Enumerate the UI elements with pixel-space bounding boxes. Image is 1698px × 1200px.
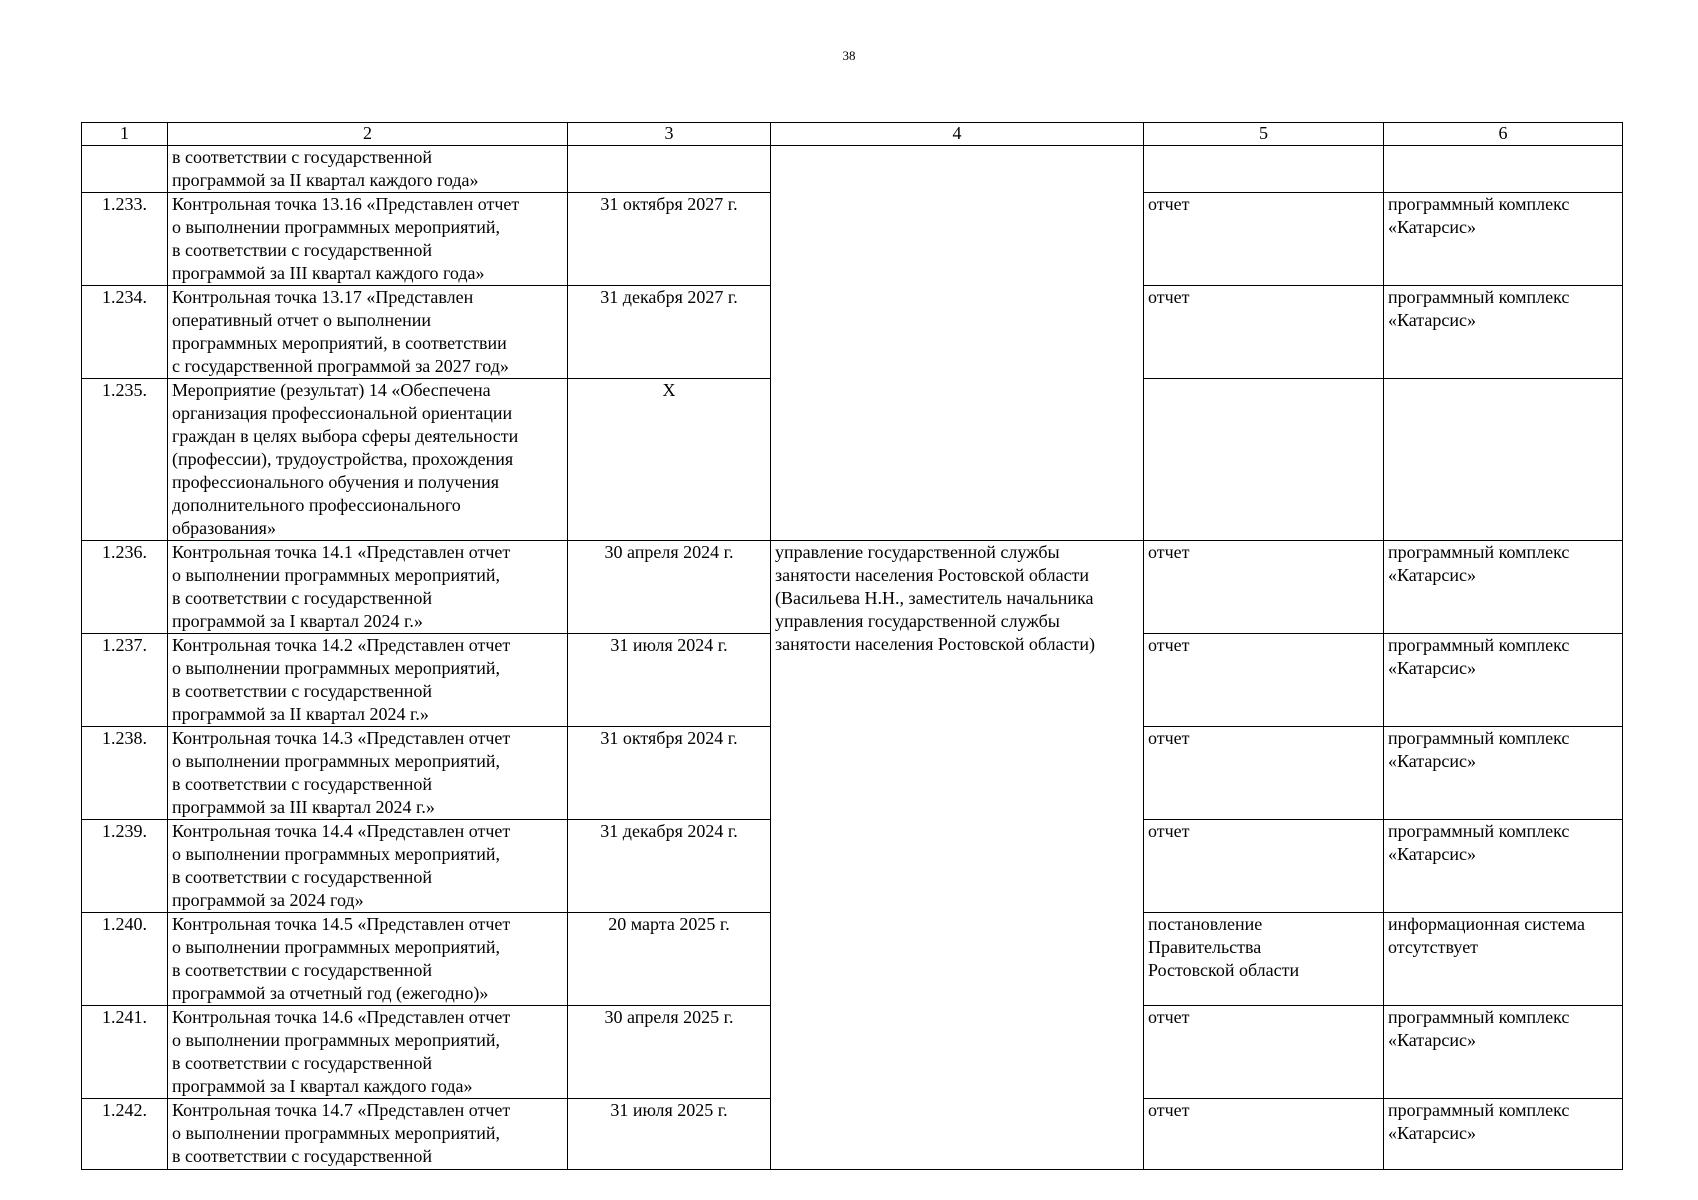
row-number [82,146,168,193]
row-information-system [1384,820,1623,913]
responsible-executor-cell [771,146,1144,541]
description-line: в соответствии с государственной [172,240,432,260]
description-line: программой за отчетный год (ежегодно)» [172,983,489,1003]
row-document-type [1144,727,1384,820]
row-information-system [1384,146,1623,193]
system-line: программный комплекс [1388,194,1570,214]
row-deadline: 31 октября 2024 г. [568,727,771,820]
system-line: «Катарсис» [1388,844,1476,864]
document-line: отчет [1148,728,1190,748]
document-line: отчет [1148,287,1190,307]
responsible-line: управления государственной службы [775,611,1060,631]
row-deadline: 31 июля 2024 г. [568,634,771,727]
description-line: Мероприятие (результат) 14 «Обеспечена [172,380,491,400]
row-document-type [1144,146,1384,193]
row-number: 1.239. [82,820,168,913]
page-number: 38 [842,48,856,63]
system-line: «Катарсис» [1388,658,1476,678]
row-description [168,913,568,1006]
description-line: оперативный отчет о выполнении [172,310,432,330]
description-line: программой за I квартал 2024 г.» [172,611,423,631]
system-line: «Катарсис» [1388,565,1476,585]
description-line: программой за III квартал 2024 г.» [172,797,435,817]
document-line: постановление [1148,914,1263,934]
description-line: Контрольная точка 14.2 «Представлен отчет [172,635,511,655]
description-line: в соответствии с государственной [172,960,432,980]
system-line: «Катарсис» [1388,1123,1476,1143]
row-information-system [1384,286,1623,379]
row-number: 1.240. [82,913,168,1006]
system-line: программный комплекс [1388,1100,1570,1120]
description-line: Контрольная точка 14.1 «Представлен отчет [172,542,511,562]
description-line: Контрольная точка 13.17 «Представлен [172,287,474,307]
description-line: программой за III квартал каждого года» [172,263,485,283]
system-line: программный комплекс [1388,635,1570,655]
responsible-executor-cell [771,541,1144,1170]
description-line: в соответствии с государственной [172,1053,432,1073]
description-line: в соответствии с государственной [172,1146,432,1166]
row-description [168,1099,568,1170]
row-information-system [1384,1099,1623,1170]
row-deadline: 20 марта 2025 г. [568,913,771,1006]
description-line: о выполнении программных мероприятий, [172,937,501,957]
row-number: 1.241. [82,1006,168,1099]
description-line: Контрольная точка 13.16 «Представлен отчет [172,194,520,214]
description-line: программных мероприятий, в соответствии [172,333,507,353]
description-line: о выполнении программных мероприятий, [172,1030,501,1050]
row-description [168,1006,568,1099]
row-deadline: 31 декабря 2027 г. [568,286,771,379]
control-points-table [81,122,1623,1170]
description-line: в соответствии с государственной [172,867,432,887]
row-deadline: 31 декабря 2024 г. [568,820,771,913]
row-number: 1.242. [82,1099,168,1170]
table-body [82,146,1623,1170]
column-numbers-row [82,123,1623,146]
row-number: 1.235. [82,379,168,541]
row-document-type [1144,1006,1384,1099]
system-line: программный комплекс [1388,728,1570,748]
row-document-type [1144,634,1384,727]
row-number: 1.234. [82,286,168,379]
column-header-1: 1 [82,123,168,146]
row-document-type [1144,541,1384,634]
description-line: организация профессиональной ориентации [172,403,513,423]
system-line: информационная система [1388,914,1585,934]
description-line: в соответствии с государственной [172,147,432,167]
table-row [82,146,1623,193]
column-header-3: 3 [568,123,771,146]
row-description [168,634,568,727]
description-line: о выполнении программных мероприятий, [172,565,501,585]
column-header-4: 4 [771,123,1144,146]
system-line: программный комплекс [1388,287,1570,307]
description-line: Контрольная точка 14.5 «Представлен отчет [172,914,511,934]
description-line: программой за 2024 год» [172,890,364,910]
system-line: программный комплекс [1388,542,1570,562]
row-number: 1.238. [82,727,168,820]
description-line: в соответствии с государственной [172,588,432,608]
row-document-type [1144,286,1384,379]
description-line: программой за II квартал каждого года» [172,170,479,190]
description-line: в соответствии с государственной [172,774,432,794]
row-description [168,727,568,820]
column-header-6: 6 [1384,123,1623,146]
description-line: с государственной программой за 2027 год» [172,356,509,376]
document-line: отчет [1148,1007,1190,1027]
description-line: о выполнении программных мероприятий, [172,1123,501,1143]
row-information-system [1384,541,1623,634]
system-line: программный комплекс [1388,821,1570,841]
row-description [168,379,568,541]
column-header-2: 2 [168,123,568,146]
row-description [168,541,568,634]
row-description [168,146,568,193]
row-description [168,286,568,379]
row-information-system [1384,193,1623,286]
row-number: 1.236. [82,541,168,634]
row-number: 1.237. [82,634,168,727]
document-line: Ростовской области [1148,960,1300,980]
row-deadline: 31 июля 2025 г. [568,1099,771,1170]
description-line: о выполнении программных мероприятий, [172,751,501,771]
row-deadline: 30 апреля 2024 г. [568,541,771,634]
description-line: о выполнении программных мероприятий, [172,217,501,237]
row-description [168,193,568,286]
responsible-line: (Васильева Н.Н., заместитель начальника [775,588,1094,608]
row-information-system [1384,379,1623,541]
system-line: «Катарсис» [1388,217,1476,237]
description-line: граждан в целях выбора сферы деятельности [172,426,519,446]
description-line: профессионального обучения и получения [172,472,500,492]
document-line: отчет [1148,194,1190,214]
row-information-system [1384,727,1623,820]
document-line: отчет [1148,1100,1190,1120]
responsible-line: занятости населения Ростовской области [775,565,1090,585]
description-line: Контрольная точка 14.7 «Представлен отчет [172,1100,511,1120]
row-description [168,820,568,913]
description-line: образования» [172,518,276,538]
system-line: «Катарсис» [1388,310,1476,330]
row-deadline: 30 апреля 2025 г. [568,1006,771,1099]
row-information-system [1384,634,1623,727]
description-line: в соответствии с государственной [172,681,432,701]
system-line: отсутствует [1388,937,1479,957]
row-deadline: X [568,379,771,541]
document-line: Правительства [1148,937,1262,957]
row-number: 1.233. [82,193,168,286]
system-line: «Катарсис» [1388,1030,1476,1050]
description-line: программой за II квартал 2024 г.» [172,704,429,724]
document-line: отчет [1148,821,1190,841]
row-information-system [1384,1006,1623,1099]
description-line: Контрольная точка 14.3 «Представлен отчет [172,728,511,748]
document-line: отчет [1148,635,1190,655]
system-line: «Катарсис» [1388,751,1476,771]
row-information-system [1384,913,1623,1006]
row-document-type [1144,913,1384,1006]
row-deadline [568,146,771,193]
table-row [82,541,1623,634]
row-document-type [1144,379,1384,541]
row-document-type [1144,1099,1384,1170]
document-line: отчет [1148,542,1190,562]
description-line: (профессии), трудоустройства, прохождения [172,449,514,469]
responsible-line: занятости населения Ростовской области) [775,634,1096,654]
system-line: программный комплекс [1388,1007,1570,1027]
description-line: Контрольная точка 14.4 «Представлен отчет [172,821,511,841]
column-header-5: 5 [1144,123,1384,146]
description-line: программой за I квартал каждого года» [172,1076,473,1096]
responsible-line: управление государственной службы [775,542,1060,562]
description-line: о выполнении программных мероприятий, [172,658,501,678]
description-line: Контрольная точка 14.6 «Представлен отчет [172,1007,511,1027]
row-document-type [1144,193,1384,286]
row-document-type [1144,820,1384,913]
description-line: о выполнении программных мероприятий, [172,844,501,864]
row-deadline: 31 октября 2027 г. [568,193,771,286]
description-line: дополнительного профессионального [172,495,461,515]
